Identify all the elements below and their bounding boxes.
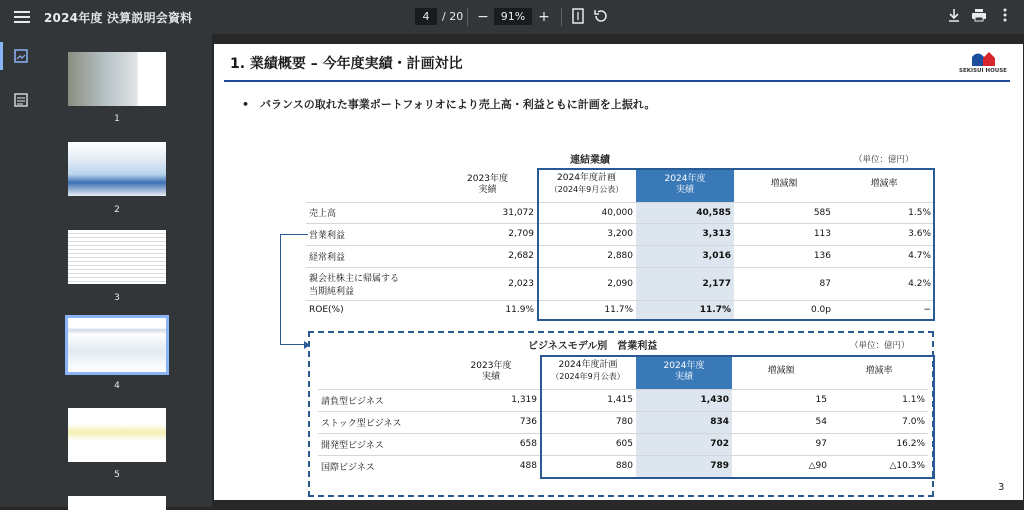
logo-mark-icon	[954, 49, 1012, 69]
thumbnail-label: 4	[114, 381, 120, 391]
summary-bullet: • バランスの取れた事業ポートフォリオにより売上高・利益ともに計画を上振れ。	[242, 98, 656, 111]
header-change: 増減額	[767, 366, 795, 377]
more-options-icon[interactable]	[996, 8, 1014, 26]
header-rate: 増減率	[870, 179, 898, 190]
zoom-out-icon[interactable]: −	[477, 9, 489, 25]
rotate-icon[interactable]	[592, 8, 610, 26]
table-row: 親会社株主に帰属する 当期純利益 2,023 2,090 2,177 87 4.2%	[306, 267, 934, 300]
thumbnail-label: 1	[114, 114, 120, 124]
thumbnail-sidebar	[0, 34, 212, 507]
header-rate: 増減率	[865, 366, 893, 377]
company-logo	[954, 49, 1012, 77]
document-title: 2024年度 決算説明会資料	[44, 11, 193, 25]
page-number-input[interactable]: 4	[415, 8, 437, 25]
table-row: 営業利益 2,709 3,200 3,313 113 3.6%	[306, 223, 934, 245]
segments-title: ビジネスモデル別 営業利益	[528, 341, 658, 352]
thumbnail-label: 2	[114, 205, 120, 215]
fit-page-icon[interactable]	[569, 8, 587, 26]
page-thumbnail-3[interactable]	[68, 230, 166, 284]
pdf-page	[214, 44, 1023, 500]
outline-icon[interactable]	[14, 92, 30, 108]
table-row: 開発型ビジネス 658 605 702 97 16.2%	[318, 433, 928, 455]
toolbar-divider	[467, 8, 468, 26]
slide-title: 1. 業績概要 – 今年度実績・計画対比	[230, 56, 463, 72]
consolidated-unit: （単位：億円）	[854, 155, 914, 165]
table-row: 売上高 31,072 40,000 40,585 585 1.5%	[306, 202, 934, 223]
zoom-in-icon[interactable]: +	[538, 9, 550, 25]
header-prev: 2023年度 実績	[467, 173, 508, 195]
table-row: ROE(%) 11.9% 11.7% 11.7% 0.0p −	[306, 300, 934, 320]
table-row: 請負型ビジネス 1,319 1,415 1,430 15 1.1%	[318, 389, 928, 411]
page-thumbnail-6[interactable]	[68, 496, 166, 510]
logo-text: SEKISUI HOUSE	[959, 68, 1007, 74]
segments-unit: （単位：億円）	[850, 341, 910, 351]
active-indicator	[0, 42, 3, 70]
table-row: ストック型ビジネス 736 780 834 54 7.0%	[318, 411, 928, 433]
zoom-input[interactable]: 91%	[494, 8, 532, 25]
thumbnail-label: 3	[114, 293, 120, 303]
header-plan: 2024年度計画 （2024年9月公表）	[551, 360, 625, 382]
connector-line	[280, 234, 308, 345]
table-row: 経常利益 2,682 2,880 3,016 136 4.7%	[306, 245, 934, 267]
print-icon[interactable]	[970, 8, 988, 26]
header-prev: 2023年度 実績	[470, 360, 512, 382]
page-total: / 20	[442, 10, 464, 23]
header-change: 増減額	[770, 179, 798, 190]
table-row: 国際ビジネス 488 880 789 △90 △10.3%	[318, 455, 928, 477]
consolidated-title: 連結業績	[570, 155, 610, 166]
thumbnails-icon[interactable]	[14, 48, 30, 64]
header-actual: 2024年度 実績	[636, 355, 732, 389]
header-actual: 2024年度 実績	[636, 168, 734, 202]
thumbnail-label: 5	[114, 470, 120, 480]
page-thumbnail-4[interactable]	[68, 318, 166, 372]
page-thumbnail-1[interactable]	[68, 52, 166, 106]
segments-highlight-box	[540, 355, 935, 479]
title-underline	[224, 80, 1010, 82]
sidebar-tools	[0, 34, 44, 507]
header-plan: 2024年度計画 （2024年9月公表）	[549, 173, 624, 195]
page-thumbnail-2[interactable]	[68, 142, 166, 196]
slide-page-number: 3	[998, 482, 1005, 493]
toolbar-divider	[561, 8, 562, 26]
document-viewer[interactable]	[212, 34, 1024, 507]
page-thumbnail-5[interactable]	[68, 408, 166, 462]
viewer-toolbar	[0, 0, 1024, 34]
download-icon[interactable]	[945, 8, 963, 26]
consolidated-highlight-box	[537, 168, 935, 321]
menu-icon[interactable]	[12, 8, 32, 26]
